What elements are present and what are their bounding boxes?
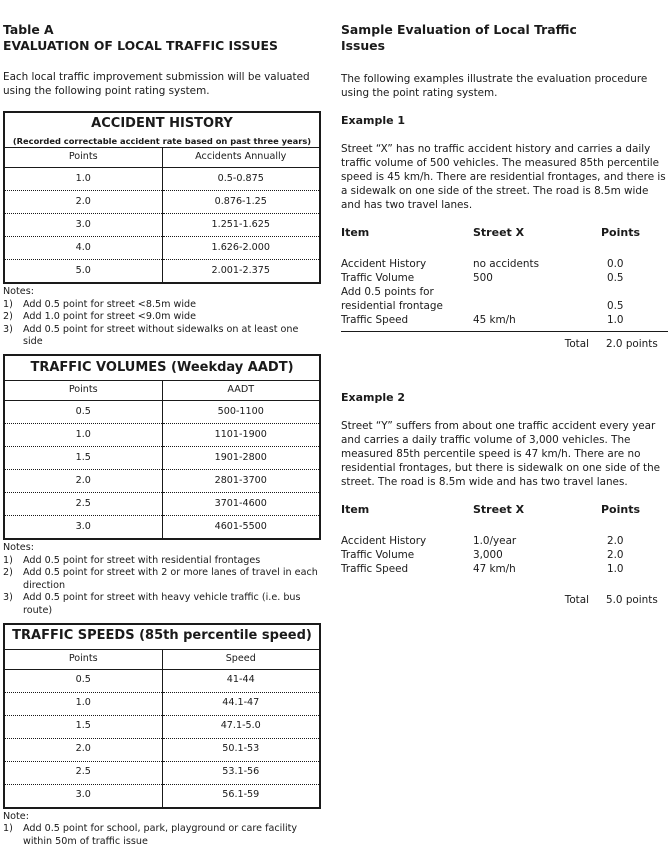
example-description: Street “X” has no traffic accident history and carries a daily traffic volume of 500 vehicles. The measured 85th percentile speed is 45 km/h. There are residential frontages, and there is a sidewalk on one side of the street. The road is 8.5m wide and has two travel lanes. — [341, 143, 666, 212]
table-row: 4.0 1.626-2.000 — [4, 237, 320, 260]
column-header: Speed — [162, 649, 320, 669]
note-item: 3) Add 0.5 point for street without sidewalks on at least one side — [3, 323, 299, 348]
table-row: 0.5 41-44 — [4, 669, 320, 692]
total-divider — [341, 331, 668, 332]
note-item: 1) Add 0.5 point for street with residential frontages — [3, 554, 261, 566]
column-header: Street X — [473, 226, 525, 240]
item-cell: Accident History — [341, 534, 427, 547]
column-header: Points — [4, 148, 162, 168]
note-item: 2) Add 1.0 point for street <9.0m wide — [3, 311, 196, 323]
item-cell: Traffic Volume — [341, 548, 415, 561]
column-header: Item — [341, 503, 370, 517]
example-description: Street “Y” suffers from about one traffic accident every year and carries a daily traffic volume of 3,000 vehicles. The measured 85th percentile speed is 47 km/h. There are no residential frontages, but there is sidewalk on one side of the street. The road is 8.5m wide and has two travel lanes. — [341, 420, 661, 489]
street-cell: 45 km/h — [473, 313, 516, 326]
item-cell: Traffic Volume — [341, 271, 415, 284]
volume-notes: Notes: 1) Add 0.5 point for street with residential frontages 2) Add 0.5 point for street with 2 or more lanes of travel in each direction 3) Add 0.5 point for street with heavy vehicle traffic (i.e. bus route) — [3, 542, 321, 618]
example-1-total: Total 2.0 points — [564, 337, 658, 350]
table-title: ACCIDENT HISTORY — [4, 112, 320, 135]
table-row: 1.0 1101-1900 — [4, 423, 320, 446]
table-title: TRAFFIC VOLUMES (Weekday AADT) — [4, 355, 320, 381]
item-cell: residential frontage — [341, 299, 443, 312]
street-cell: no accidents — [473, 257, 539, 270]
points-cell: 1.0 — [607, 562, 624, 575]
street-cell: 500 — [473, 271, 493, 284]
example-1 — [341, 114, 668, 351]
street-cell: 3,000 — [473, 548, 503, 561]
intro-text: Each local traffic improvement submission will be valuated using the following point rating system. — [3, 71, 310, 97]
column-header: Points — [4, 649, 162, 669]
example-1-table — [341, 226, 668, 326]
item-cell: Accident History — [341, 257, 427, 270]
example-2-table — [341, 503, 668, 575]
table-row: 3.0 4601-5500 — [4, 515, 320, 539]
points-cell: 2.0 — [607, 548, 624, 561]
column-header: Points — [601, 503, 641, 517]
speed-notes: Note: 1) Add 0.5 point for school, park, playground or care facility within 50m of traffic issue — [3, 811, 321, 849]
table-row: 1.0 44.1-47 — [4, 692, 320, 715]
column-header: Points — [4, 380, 162, 400]
item-cell: Add 0.5 points for — [341, 285, 434, 298]
column-header: Accidents Annually — [162, 148, 320, 168]
table-row: 2.0 2801-3700 — [4, 469, 320, 492]
example-2-total: Total 5.0 points — [564, 593, 658, 606]
table-row: 1.5 47.1-5.0 — [4, 715, 320, 738]
points-cell: 0.5 — [607, 271, 624, 284]
sample-evaluation-column — [341, 22, 668, 607]
table-row: 2.5 3701-4600 — [4, 492, 320, 515]
item-cell: Traffic Speed — [341, 313, 409, 326]
table-row: 2.0 0.876-1.25 — [4, 191, 320, 214]
note-item: 1) Add 0.5 point for street <8.5m wide — [3, 298, 196, 310]
column-header: AADT — [162, 380, 320, 400]
street-cell — [473, 285, 601, 299]
sample-title: Sample Evaluation of Local Traffic Issues — [341, 22, 577, 53]
note-item: 3) Add 0.5 point for street with heavy vehicle traffic (i.e. bus route) — [3, 592, 301, 616]
example-title: Example 2 — [341, 391, 406, 405]
table-a-column — [3, 22, 321, 853]
table-row: 0.5 500-1100 — [4, 400, 320, 423]
document-title: Table A EVALUATION OF LOCAL TRAFFIC ISSUES — [3, 22, 278, 53]
table-row: 1.0 0.5-0.875 — [4, 168, 320, 191]
points-cell: 0.5 — [607, 299, 624, 312]
table-row: 1.5 1901-2800 — [4, 446, 320, 469]
table-row: 5.0 2.001-2.375 — [4, 260, 320, 284]
table-row: 3.0 56.1-59 — [4, 784, 320, 808]
table-subtitle: (Recorded correctable accident rate based on past three years) — [4, 135, 320, 148]
note-item: 2) Add 0.5 point for street with 2 or more lanes of travel in each direction — [3, 567, 318, 591]
example-2 — [341, 391, 668, 607]
column-header: Points — [601, 226, 641, 240]
table-title: TRAFFIC SPEEDS (85th percentile speed) — [4, 624, 320, 650]
traffic-volumes-table — [3, 354, 321, 540]
points-cell: 1.0 — [607, 313, 624, 326]
table-row: 3.0 1.251-1.625 — [4, 214, 320, 237]
accident-notes: Notes: 1) Add 0.5 point for street <8.5m wide 2) Add 1.0 point for street <9.0m wide 3) Add 0.5 point for street without sidewalks on at least one side — [3, 286, 321, 349]
street-cell: 1.0/year — [473, 534, 517, 547]
points-cell: 0.0 — [607, 257, 624, 270]
column-header: Item — [341, 226, 370, 240]
traffic-speeds-table — [3, 623, 321, 809]
points-cell — [601, 285, 667, 299]
table-row: 2.5 53.1-56 — [4, 761, 320, 784]
table-row: 2.0 50.1-53 — [4, 738, 320, 761]
column-header: Street X — [473, 503, 525, 517]
example-title: Example 1 — [341, 114, 406, 127]
street-cell — [473, 299, 601, 313]
street-cell: 47 km/h — [473, 562, 516, 575]
item-cell: Traffic Speed — [341, 562, 409, 575]
note-item: 1) Add 0.5 point for school, park, playground or care facility within 50m of traffic issue — [3, 823, 298, 847]
accident-history-table — [3, 111, 321, 284]
points-cell: 2.0 — [607, 534, 624, 547]
sample-intro: The following examples illustrate the evaluation procedure using the point rating system. — [341, 73, 648, 99]
